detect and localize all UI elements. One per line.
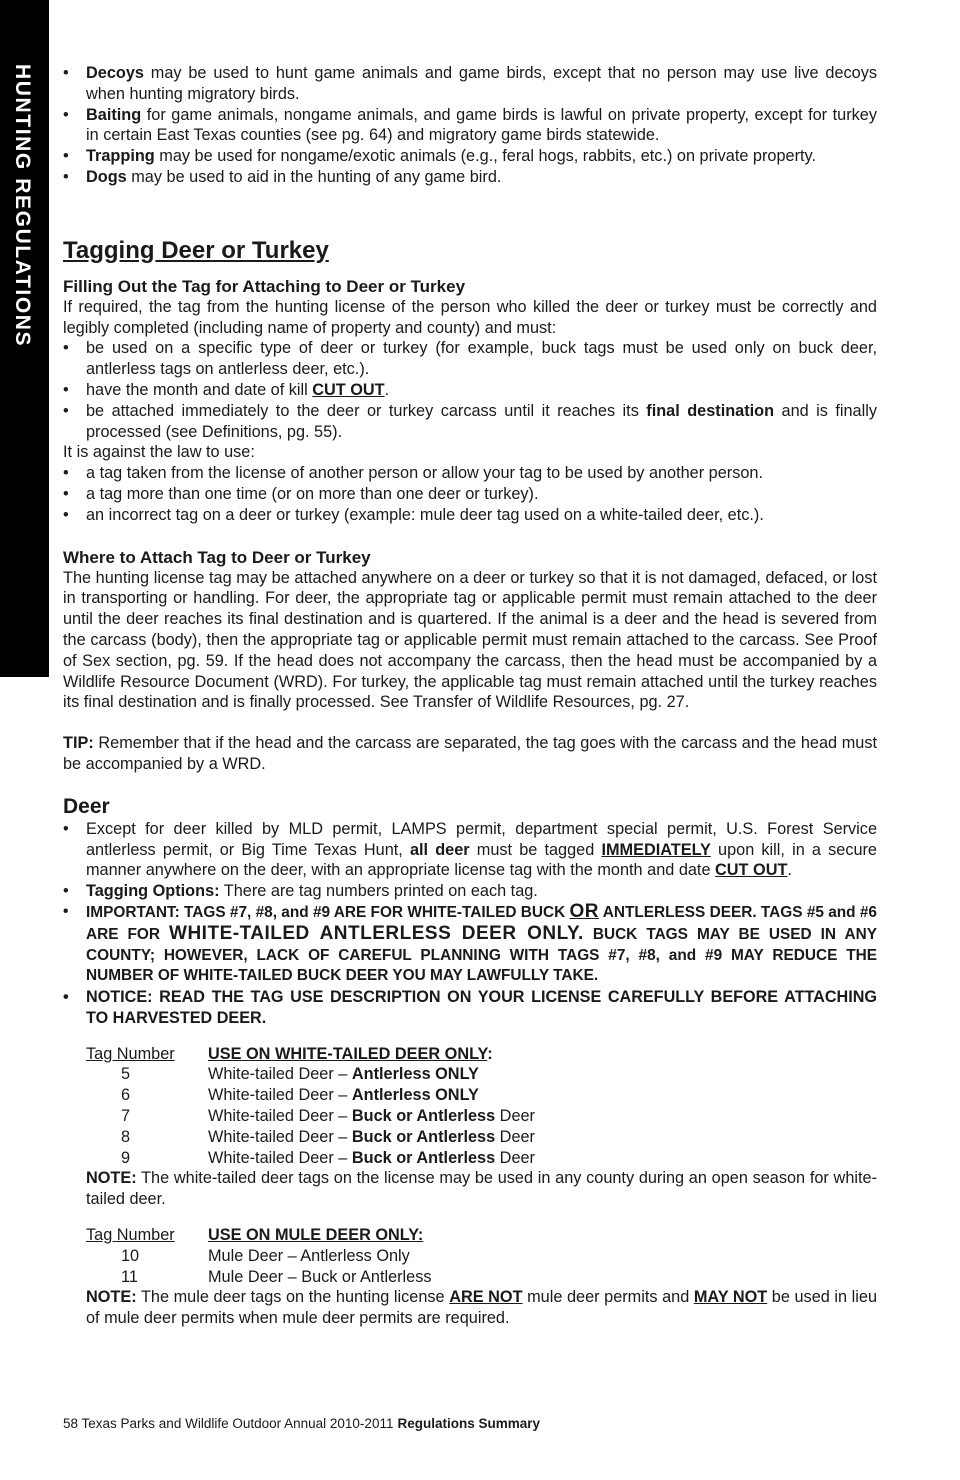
tag-number: 11 (121, 1267, 138, 1286)
section-sidebar (0, 0, 49, 677)
bullet-text: and is finally processed (see Definitions, pg. 55). (86, 401, 877, 441)
tip-text: Remember that if the head and the carcass are separated, the tag goes with the carcass and the head must be accompanied by a WRD. (63, 734, 877, 773)
footer-text: 58 Texas Parks and Wildlife Outdoor Annual 2010-2011 (63, 1416, 394, 1431)
tip-paragraph (63, 733, 877, 775)
important-emphasis: OR (569, 900, 599, 922)
tag-use-emphasis: Buck or Antlerless (351, 1148, 496, 1167)
note-text: mule deer permits and (522, 1288, 694, 1307)
bullet-text: may be used to aid in the hunting of any game bird. (126, 167, 502, 186)
tag-use-emphasis: Antlerless ONLY (351, 1065, 479, 1084)
emphasis-text: all deer (409, 840, 470, 859)
tag-use (208, 1085, 877, 1106)
tag-use (208, 1106, 877, 1127)
list-item (63, 987, 877, 1029)
tag-number: 7 (121, 1107, 131, 1126)
table-row (86, 1085, 877, 1106)
deer-heading: Deer (63, 794, 110, 818)
note-text: be used in lieu of mule deer permits when mule deer permits are required. (86, 1288, 877, 1328)
tag-use (208, 1148, 877, 1169)
list-item (63, 484, 877, 505)
note-label: NOTE: (86, 1169, 137, 1188)
emphasis-text: IMMEDIATELY (601, 840, 711, 859)
filling-intro: If required, the tag from the hunting license of the person who killed the deer or turkey must be correctly and legibly completed (including name of property and county) and must: (63, 297, 877, 337)
bullet-keyword: Baiting (86, 105, 142, 124)
tag-use-text: Deer (495, 1107, 535, 1126)
bullet-keyword: Trapping (86, 147, 155, 166)
table-row (86, 1148, 877, 1169)
important-text: BUCK TAGS MAY BE USED IN ANY COUNTY; HOWEVER, LACK OF CAREFUL PLANNING WITH TAGS #7, #8, and #9 MAY REDUCE THE NUMBER OF WHITE-TAILED BUCK DEER YOU MAY LAWFULLY TAKE. (86, 925, 877, 985)
table-header (86, 1044, 877, 1065)
against-law-intro: It is against the law to use: (63, 443, 255, 462)
bullet-text: . (384, 380, 390, 399)
bullet-text: a tag taken from the license of another person or allow your tag to be used by another person. (86, 464, 763, 483)
list-item (63, 401, 877, 443)
use-header-text: USE ON WHITE-TAILED DEER ONLY (208, 1044, 488, 1063)
note-text: The white-tailed deer tags on the license may be used in any county during an open season for white-tailed deer. (86, 1169, 877, 1209)
tag-use-text: White-tailed Deer – (208, 1127, 352, 1146)
bullet-keyword: Tagging Options: (86, 882, 220, 901)
page-footer (63, 1415, 540, 1433)
bullet-text: . (787, 861, 792, 880)
sidebar-label: HUNTING REGULATIONS (11, 64, 34, 348)
subsection-heading-where: Where to Attach Tag to Deer or Turkey (63, 547, 371, 567)
footer-section: Regulations Summary (397, 1416, 541, 1431)
bullet-text: There are tag numbers printed on each tag. (219, 882, 538, 901)
column-header-use: USE ON MULE DEER ONLY: (208, 1226, 424, 1245)
list-item (63, 105, 877, 147)
white-tailed-note (86, 1168, 877, 1210)
use-header-colon: : (487, 1044, 493, 1063)
notice-text: NOTICE: READ THE TAG USE DESCRIPTION ON YOUR LICENSE CAREFULLY BEFORE ATTACHING TO HARVESTED DEER. (86, 988, 877, 1027)
table-row (86, 1267, 877, 1288)
tag-use (208, 1127, 877, 1148)
tag-use-text: Deer (495, 1148, 535, 1167)
list-item (63, 146, 877, 167)
table-row (86, 1127, 877, 1148)
bullet-text: a tag more than one time (or on more than one deer or turkey). (86, 484, 539, 503)
tag-use-text: White-tailed Deer – (208, 1107, 352, 1126)
list-item (63, 881, 877, 902)
list-item (63, 902, 877, 987)
emphasis-text: CUT OUT (312, 380, 385, 399)
table-row (86, 1106, 877, 1127)
section-title: Tagging Deer or Turkey (63, 236, 329, 264)
column-header-tag-number: Tag Number (86, 1044, 175, 1063)
bullet-text: upon kill, in a secure manner anywhere on the deer, with an appropriate license tag with the month and date (86, 840, 877, 880)
list-item (63, 819, 877, 881)
deer-list (63, 819, 877, 1029)
where-paragraph: The hunting license tag may be attached anywhere on a deer or turkey so that it is not damaged, defaced, or lost in transporting or handling. For deer, the appropriate tag or applicable permit must remain attached to the deer until the deer reaches its final destination and is quartered. If the animal is a deer and the head is severed from the carcass (body), then the appropriate tag or applicable permit must remain attached to the carcass. See Proof of Sex section, pg. 59. If the head does not accompany the carcass, then the head must be accompanied by a Wildlife Resource Document (WRD). For turkey, the applicable tag must remain attached until the turkey reaches its final destination and is finally processed. See Transfer of Wildlife Resources, pg. 27. (63, 568, 877, 712)
column-header-tag-number: Tag Number (86, 1226, 175, 1245)
tag-use-text: White-tailed Deer – (208, 1148, 352, 1167)
bullet-keyword: Decoys (86, 64, 144, 82)
column-header-use (208, 1044, 877, 1065)
must-list (63, 338, 877, 442)
important-text: IMPORTANT: TAGS #7, #8, and #9 ARE FOR WHITE-TAILED BUCK (86, 903, 570, 921)
bullet-text: an incorrect tag on a deer or turkey (example: mule deer tag used on a white-tailed deer, etc.). (86, 505, 764, 524)
bullet-text: be used on a specific type of deer or turkey (for example, buck tags must be used only on buck deer, antlerless tags on antlerless deer, etc.). (86, 339, 877, 379)
bullet-keyword: Dogs (86, 167, 127, 186)
tag-number: 8 (121, 1127, 131, 1146)
bullet-text: Except for deer killed by MLD permit, LAMPS permit, department special permit, U.S. Forest Service antlerless permit, or Big Time Texas Hunt, (86, 819, 877, 859)
tag-use (208, 1064, 877, 1085)
list-item (63, 380, 877, 401)
list-item (63, 338, 877, 380)
emphasis-text: final destination (646, 401, 775, 420)
white-tailed-tag-table (86, 1044, 877, 1169)
table-row (86, 1246, 877, 1267)
tag-use-emphasis: Buck or Antlerless (351, 1127, 496, 1146)
tag-use-text: Deer (495, 1127, 535, 1146)
note-label: NOTE: (86, 1288, 137, 1307)
important-emphasis: WHITE-TAILED ANTLERLESS DEER ONLY. (169, 922, 584, 944)
bullet-text: for game animals, nongame animals, and game birds is lawful on private property, except for turkey in certain East Texas counties (see pg. 64) and migratory game birds statewide. (86, 105, 877, 145)
bullet-text: have the month and date of kill (86, 380, 313, 399)
tag-use: Mule Deer – Antlerless Only (208, 1246, 410, 1265)
tag-use-emphasis: Buck or Antlerless (351, 1107, 496, 1126)
tag-number: 9 (121, 1148, 131, 1167)
list-item (63, 505, 877, 526)
subsection-heading-filling: Filling Out the Tag for Attaching to Deer or Turkey (63, 276, 466, 296)
methods-list (63, 63, 877, 188)
table-header (86, 1225, 877, 1246)
page-content (63, 63, 877, 1329)
tag-number: 6 (121, 1086, 131, 1105)
bullet-text: may be used to hunt game animals and game birds, except that no person may use live decoys when hunting migratory birds. (86, 64, 877, 103)
table-row (86, 1064, 877, 1085)
tag-number: 10 (121, 1246, 140, 1265)
tag-use: Mule Deer – Buck or Antlerless (208, 1267, 432, 1286)
list-item (63, 63, 877, 105)
mule-deer-note (86, 1287, 877, 1329)
tag-use-text: White-tailed Deer – (208, 1065, 352, 1084)
tag-use-text: White-tailed Deer – (208, 1086, 352, 1105)
note-text: The mule deer tags on the hunting license (136, 1288, 450, 1307)
tag-number: 5 (121, 1065, 131, 1084)
tip-label: TIP: (63, 734, 94, 753)
note-emphasis: MAY NOT (693, 1288, 768, 1307)
note-emphasis: ARE NOT (449, 1288, 523, 1307)
mule-deer-tag-table (86, 1225, 877, 1287)
bullet-text: must be tagged (469, 840, 602, 859)
list-item (63, 463, 877, 484)
against-list (63, 463, 877, 525)
bullet-text: be attached immediately to the deer or turkey carcass until it reaches its (86, 401, 647, 420)
bullet-text: may be used for nongame/exotic animals (e.g., feral hogs, rabbits, etc.) on private property. (154, 147, 816, 166)
emphasis-text: CUT OUT (715, 861, 788, 880)
tag-use-emphasis: Antlerless ONLY (351, 1086, 479, 1105)
important-text: ANTLERLESS DEER. TAGS #5 and #6 ARE FOR (86, 903, 877, 943)
list-item (63, 167, 877, 188)
